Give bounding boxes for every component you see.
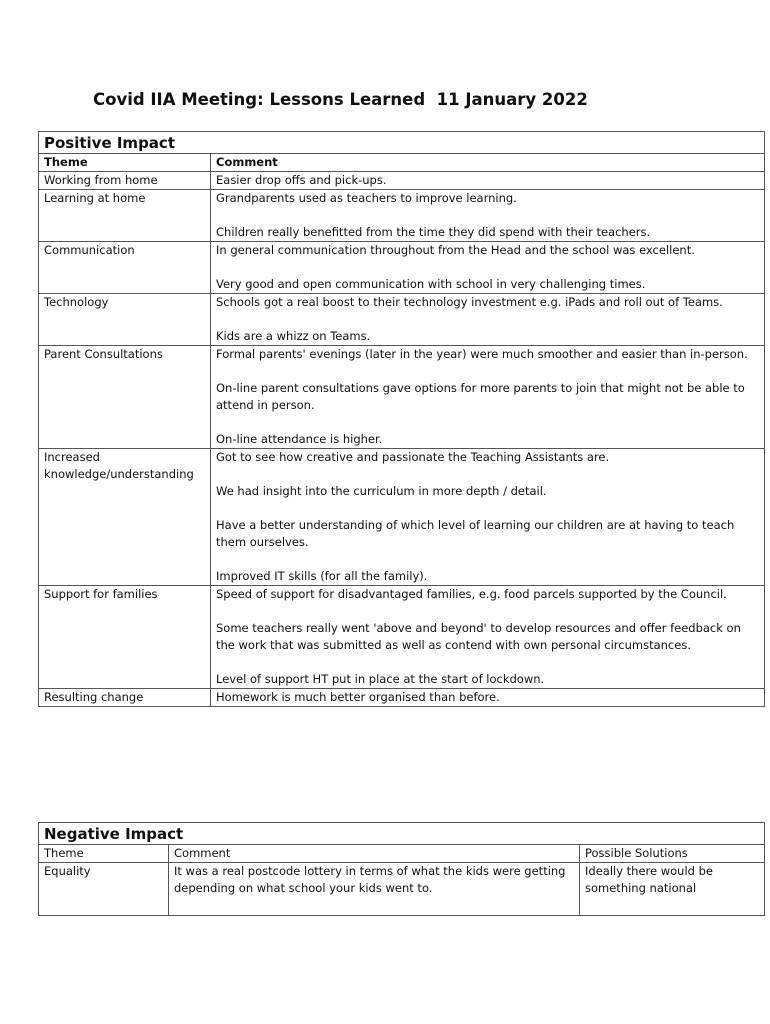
comment-paragraph: In general communication throughout from the Head and the school was excellent. [216, 243, 695, 257]
theme-cell: Equality [39, 863, 169, 916]
table-row [39, 190, 765, 242]
comment-paragraph: Formal parents' evenings (later in the year) were much smoother and easier than in-person. [216, 347, 748, 361]
negative-solutions-header: Possible Solutions [580, 845, 765, 863]
comment-paragraph: Homework is much better organised than before. [216, 690, 500, 704]
negative-impact-heading: Negative Impact [39, 823, 765, 845]
table-row [39, 242, 765, 294]
comment-paragraph: We had insight into the curriculum in more depth / detail. [216, 484, 547, 498]
table-row [39, 586, 765, 689]
comment-paragraph: Some teachers really went 'above and beyond' to develop resources and offer feedback on the work that was submitted as well as contend with own personal circumstances. [216, 621, 741, 652]
page-title: Covid IIA Meeting: Lessons Learned 11 January 2022 [93, 90, 588, 109]
table-row [39, 863, 765, 916]
positive-impact-table [38, 131, 765, 707]
comment-cell [211, 242, 765, 294]
comment-cell [211, 449, 765, 586]
positive-comment-header: Comment [211, 154, 765, 172]
theme-cell: Support for families [39, 586, 211, 689]
comment-cell [211, 689, 765, 707]
table-row [39, 172, 765, 190]
negative-comment-header: Comment [169, 845, 580, 863]
comment-paragraph: Very good and open communication with school in very challenging times. [216, 277, 646, 291]
comment-cell [211, 346, 765, 449]
comment-paragraph: Improved IT skills (for all the family). [216, 569, 428, 583]
theme-cell: Increased knowledge/understanding [39, 449, 211, 586]
comment-cell [211, 586, 765, 689]
theme-cell: Parent Consultations [39, 346, 211, 449]
comment-paragraph: Have a better understanding of which level of learning our children are at having to teach them ourselves. [216, 518, 735, 549]
table-row [39, 689, 765, 707]
comment-paragraph: Level of support HT put in place at the start of lockdown. [216, 672, 545, 686]
comment-paragraph: Kids are a whizz on Teams. [216, 329, 371, 343]
comment-cell [211, 294, 765, 346]
comment-paragraph: Got to see how creative and passionate the Teaching Assistants are. [216, 450, 610, 464]
comment-paragraph: Children really benefitted from the time they did spend with their teachers. [216, 225, 651, 239]
theme-cell: Learning at home [39, 190, 211, 242]
comment-paragraph: On-line attendance is higher. [216, 432, 383, 446]
theme-cell: Communication [39, 242, 211, 294]
comment-paragraph: On-line parent consultations gave options for more parents to join that might not be able to attend in person. [216, 381, 745, 412]
table-row [39, 449, 765, 586]
comment-paragraph: Easier drop offs and pick-ups. [216, 173, 387, 187]
positive-impact-heading: Positive Impact [39, 132, 765, 154]
positive-theme-header: Theme [39, 154, 211, 172]
solution-cell: Ideally there would be something national [580, 863, 765, 916]
negative-theme-header: Theme [39, 845, 169, 863]
comment-cell [211, 190, 765, 242]
comment-paragraph: Grandparents used as teachers to improve learning. [216, 191, 517, 205]
theme-cell: Working from home [39, 172, 211, 190]
table-row [39, 346, 765, 449]
table-row [39, 294, 765, 346]
comment-cell [211, 172, 765, 190]
comment-paragraph: Speed of support for disadvantaged families, e.g. food parcels supported by the Council. [216, 587, 727, 601]
comment-cell: It was a real postcode lottery in terms of what the kids were getting depending on what school your kids went to. [169, 863, 580, 916]
theme-cell: Resulting change [39, 689, 211, 707]
negative-impact-table [38, 822, 765, 916]
comment-paragraph: Schools got a real boost to their technology investment e.g. iPads and roll out of Teams. [216, 295, 723, 309]
theme-cell: Technology [39, 294, 211, 346]
